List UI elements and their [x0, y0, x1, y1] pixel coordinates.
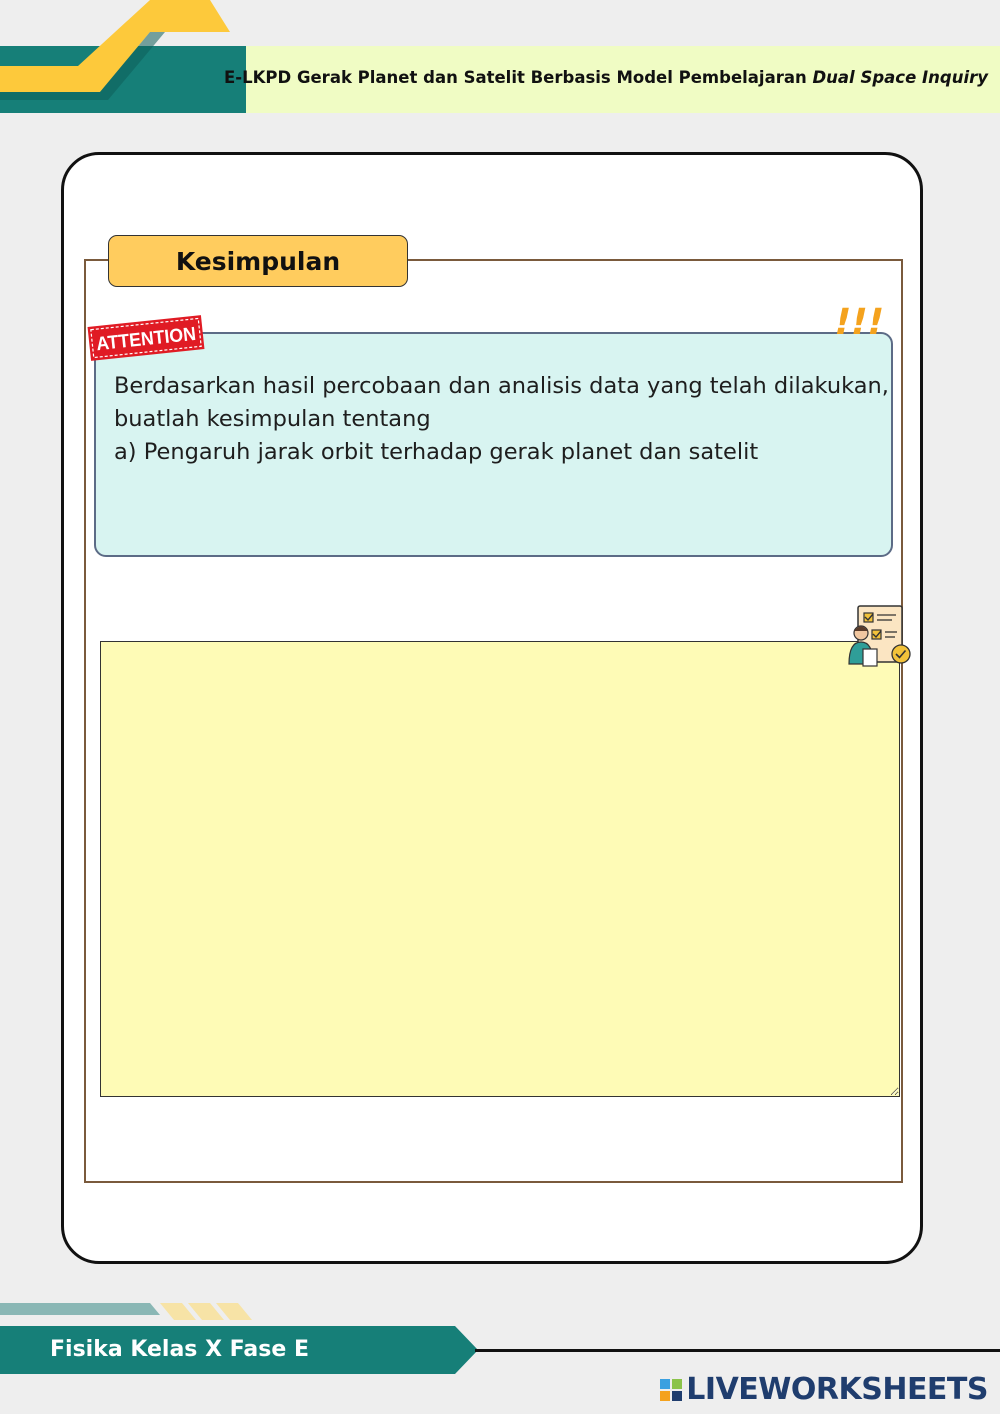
footer-line — [475, 1349, 1000, 1352]
document-title: E-LKPD Gerak Planet dan Satelit Berbasis Model Pembelajaran Dual Space Inquiry — [224, 68, 988, 87]
liveworksheets-brand — [660, 1372, 988, 1407]
svg-text:!!!: !!! — [830, 300, 889, 343]
instruction-line: Berdasarkan hasil percobaan dan analisis data yang telah dilakukan, — [114, 373, 889, 399]
attention-stamp-label: ATTENTION — [95, 323, 205, 356]
exclamation-icon — [830, 296, 889, 344]
header-band — [224, 46, 1000, 113]
instruction-line: a) Pengaruh jarak orbit terhadap gerak planet dan satelit — [114, 439, 759, 465]
instruction-line: buatlah kesimpulan tentang — [114, 406, 431, 432]
instruction-box — [94, 332, 893, 557]
header-decoration — [0, 0, 250, 115]
section-title: Kesimpulan — [108, 235, 408, 287]
brand-name: LIVEWORKSHEETS — [686, 1372, 988, 1407]
footer-label: Fisika Kelas X Fase E — [50, 1337, 309, 1362]
answer-textarea[interactable] — [100, 641, 900, 1097]
liveworksheets-logo-icon — [660, 1379, 682, 1401]
checklist-person-icon — [844, 603, 914, 671]
